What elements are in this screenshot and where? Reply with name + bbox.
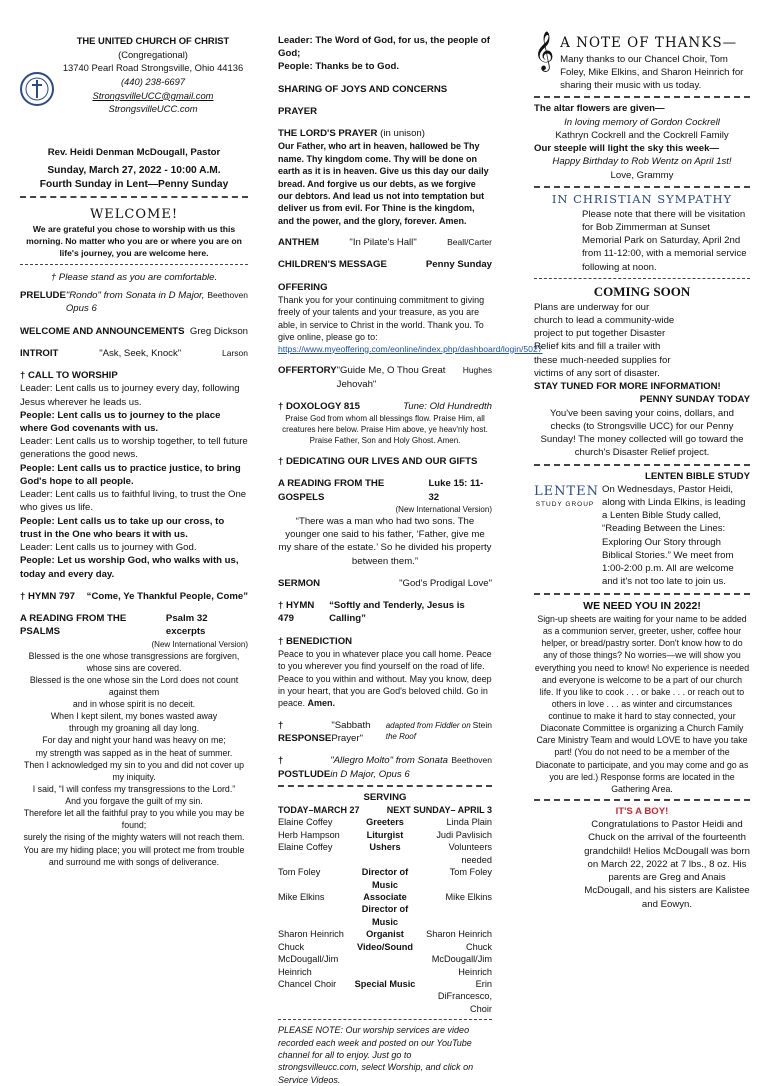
doxology-text: Praise God from whom all blessings flow. Praise Him, all creatures here below. Praise Him above, ye heav'nly host. Praise Father, Son and Holy Ghost. Amen. — [282, 414, 488, 446]
serving-cell: Mike Elkins — [278, 891, 325, 902]
ucc-seal-icon — [20, 34, 54, 144]
serving-table — [278, 816, 492, 1015]
serving-cell: Judi Pavlisich — [436, 829, 492, 840]
serving-cell: Tom Foley — [449, 867, 492, 878]
call-line: Leader: Lent calls us to journey with God. — [20, 542, 197, 554]
people-word: People: Thanks be to God. — [278, 61, 399, 73]
psalm-line: Therefore let all the faithful pray to you while you may be found; — [23, 808, 245, 831]
sermon-row: SERMON "God's Prodigal Love" — [278, 577, 492, 589]
serving-cell: Sharon Heinrich — [278, 929, 344, 940]
church-address: 13740 Pearl Road Strongsville, Ohio 44136 — [62, 62, 244, 74]
serving-cell: Director of Music — [361, 867, 409, 890]
benediction-text: Peace to you in whatever place you call home. Peace to you wherever you find yourself on the road of life. Peace to you within and without. May you know, deep in your heart, that you are God's beloved child. Go in peace. Amen. — [278, 648, 492, 709]
church-website[interactable]: StrongsvilleUCC.com — [108, 103, 198, 115]
serving-cell: Liturgist — [366, 829, 404, 840]
call-line: Leader: Lent calls us to journey every day, following Jesus wherever he leads us. — [20, 383, 240, 408]
lenten-text: On Wednesdays, Pastor Heidi, along with Linda Elkins, is leading a Lenten Bible Study called, “Reading Between the Lines: Exploring Our Story through Biblical Stories.” We meet from 1:00-2:00 p.m. All are welcome and it's not too late to join us. — [602, 483, 746, 588]
psalm-line: my strength was sapped as in the heat of summer. — [35, 747, 233, 758]
steeple-love: Love, Grammy — [610, 169, 674, 181]
psalm-line: and in whose spirit is no deceit. — [72, 699, 196, 710]
pastor-name: Rev. Heidi Denman McDougall, Pastor — [47, 147, 221, 158]
psalm-line: Blessed is the one whose transgressions are forgiven, — [28, 650, 240, 661]
welcome-text: We are grateful you chose to worship with us this morning. No matter who you are or where you are on life's journey, you are welcome here. — [26, 224, 242, 259]
church-email[interactable]: StrongsvilleUCC@gmail.com — [92, 89, 214, 101]
childrens-row: CHILDREN'S MESSAGE Penny Sunday — [278, 259, 492, 271]
offering-label: OFFERING — [278, 281, 328, 293]
need-title: WE NEED YOU IN 2022! — [583, 599, 701, 612]
penny-title: PENNY SUNDAY TODAY — [639, 394, 750, 406]
leader-word: Leader: The Word of God, for us, the people of God; — [278, 35, 490, 60]
lords-prayer-label: THE LORD'S PRAYER — [278, 128, 378, 140]
serving-cell: Chancel Choir — [278, 978, 337, 989]
penny-text: You've been saving your coins, dollars, and checks (to Strongsville UCC) for our Penny Sunday! The money collected will go toward the church's Disaster Relief project. — [540, 407, 744, 459]
boy-title: IT'S A BOY! — [615, 805, 669, 817]
psalm-line: You are my hiding place; you will protect me from trouble — [23, 844, 245, 855]
steeple-lead: Our steeple will light the sky this week— — [534, 143, 719, 155]
church-denomination: (Congregational) — [118, 48, 188, 60]
sympathy-title: IN CHRISTIAN SYMPATHY — [551, 191, 733, 206]
call-line: People: Lent calls us to take up our cross, to trust in the One who bears it with us. — [20, 515, 225, 540]
need-text: Sign-up sheets are waiting for your name to be added as a communion server, greeter, usher, coffee hour helper, or bread/pastry sorter. Don't know how to do any of those things? No worries—we will show you everything you need to know! No experience is needed and everyone is welcome to be a part of our church life. If you like to cook . . . or bake . . . or reach out to others in love . . . as winter and circumstances continue to make it hard to stay connected, your Diaconate Committee is organizing a Church Family Care Ministry Team and would LOVE to have you take part! (You do not need to be a member of the Diaconate to participate, and you may come and go as you are led.) Response forms are located in the Gathering Area. — [534, 614, 750, 794]
flowers-memory: In loving memory of Gordon Cockrell — [564, 116, 720, 128]
psalm-line: And you forgave the guilt of my sin. — [65, 796, 203, 807]
thanks-text: Many thanks to our Chancel Choir, Tom Foley, Mike Elkins, and Sharon Heinrich for sharing their music with us today. — [560, 53, 744, 92]
gospels-version: (New International Version) — [395, 504, 492, 514]
flowers-lead: The altar flowers are given— — [534, 103, 665, 115]
serving-cell: Sharon Heinrich — [426, 929, 492, 940]
doxology-row: † DOXOLOGY 815 Tune: Old Hundredth — [278, 400, 492, 412]
psalm-line: and surround me with songs of deliverance. — [48, 856, 220, 867]
stand-note: † Please stand as you are comfortable. — [50, 271, 218, 283]
gospels-row: A READING FROM THE GOSPELS Luke 15: 11-32 — [278, 478, 484, 503]
psalm-line: surely the rising of the mighty waters will not reach them. — [23, 832, 245, 843]
psalm-line: Then I acknowledged my sin to you and did not cover up my iniquity. — [23, 759, 245, 782]
prelude-row: PRELUDE "Rondo" from Sonata in D Major, Opus 6 Beethoven — [20, 290, 248, 315]
serving-heads: TODAY–MARCH 27 NEXT SUNDAY– APRIL 3 — [278, 805, 492, 816]
call-line: People: Let us worship God, who walks with us, today and every day. — [20, 555, 239, 580]
psalm-text — [20, 650, 248, 868]
call-line: Leader: Lent calls us to faithful living, to trust the One who gives us life. — [20, 489, 247, 514]
thanks-title: A NOTE OF THANKS— — [560, 35, 738, 51]
dedicating-label: † DEDICATING OUR LIVES AND OUR GIFTS — [278, 456, 478, 468]
lenten-logo: LENTEN STUDY GROUP — [534, 483, 600, 508]
call-line: Leader: Lent calls us to worship together, to tell future generations the good news. — [20, 436, 248, 461]
call-to-worship — [20, 382, 248, 581]
serving-cell: Erin DiFrancesco, Choir — [437, 978, 492, 1014]
column-two: Leader: The Word of God, for us, the people of God; People: Thanks be to God. SHARING OF JOYS AND CONCERNS PRAYER THE LORD'S PRAYER (in unison) Our Father, who art in heaven, hallowed be Thy name. Thy kingdom come. Thy will be done on earth as it is in heaven. Give us this day our daily bread. And forgive us our debts, as we forgive our debtors. And lead us not into temptation but deliver us from evil. For Thine is the kingdom, and the power, and the glory, forever. Amen. ANTHEM "In Pilate's Hall" Beall/Carter CHILDREN'S MESSAGE Penny Sunday OFFERING Thank you for your continuing commitment to giving freely of your talents and your treasure, as you are able, in service to Christ in the world. Thank you. To give online, please go to: https://www.myeoffering.com/eonline/index.php/dashboard/login/5027 OFFERTORY "Guide Me, O Thou Great Jehovah" Hughes † DOXOLOGY 815 Tune: Old Hundredth Praise God from whom all blessings flow. Praise Him, all creatures here below. Praise Him above, ye heav'nly host. Praise Father, Son and Holy Ghost. Amen. † DEDICATING OUR LIVES AND OUR GIFTS A READING FROM THE GOSPELS Luke 15: 11-32 (New International Version) “There was a man who had two sons. The younger one said to his father, ‘Father, give me my share of the estate.’ So he divided his property between them.” SERMON "God's Prodigal Love" † HYMN 479 “Softly and Tenderly, Jesus is Calling” † BENEDICTION Peace to you in whatever place you call home. Peace to you wherever you find yourself on the road of life. Peace to you within and without. May you know, deep in your heart, that you are God's beloved child. Go in peace. Amen. † RESPONSE "Sabbath Prayer" adapted from Fiddler on the Roof Stein † POSTLUDE "Allegro Molto" from Sonata in D Major, Opus 6 Beethoven SERVING TODAY–MARCH 27 NEXT SUNDAY– APRIL 3 Elaine Coffey Greeters Linda Plain Herb Hampson Liturgist Judi Pavlisich Elaine Coffey Ushers Volunteers needed Tom Foley Director of Music Tom Foley Mike Elkins Associate Director of Music Mike Elkins Sharon Heinrich Organist Sharon Heinrich Chuck McDougall/Jim Heinrich Video/Sound Chuck McDougall/Jim Heinrich Chancel Choir Special Music Erin DiFrancesco, Choir PLEASE NOTE: Our worship services are video recorded each week and posted on our YouTube channel for all to enjoy. Just go to strongsvilleucc.com, select Worship, and click on Service Videos. — [278, 35, 543, 1085]
gospels-text: “There was a man who had two sons. The younger one said to his father, ‘Father, give me my share of the estate.’ So he divided his property between them.” — [278, 515, 492, 567]
serving-cell: Greeters — [366, 817, 404, 828]
offering-text: Thank you for your continuing commitment to giving freely of your talents and your treasure, as you are able, in service to Christ in the world. Thank you. To give online, please go to: — [278, 294, 485, 343]
sympathy-text: Please note that there will be visitation for Bob Zimmerman at Sunset Memorial Park on Saturday, April 2nd from 11-12:00, with a memorial service following at noon. — [582, 208, 747, 273]
psalms-version: (New International Version) — [151, 639, 248, 649]
prayer-label: PRAYER — [278, 105, 318, 117]
coming-text: Plans are underway for our church to lead a community-wide project to put together Disaster Relief kits and fill a trailer with these much-needed supplies for victims of any sort of disaster. — [534, 301, 675, 379]
coming-stay: STAY TUNED FOR MORE INFORMATION! — [534, 381, 721, 393]
steeple-birthday: Happy Birthday to Rob Wentz on April 1st! — [552, 156, 732, 168]
serving-cell: Chuck McDougall/Jim Heinrich — [278, 941, 339, 977]
announcements-row: WELCOME AND ANNOUNCEMENTS Greg Dickson — [20, 325, 248, 337]
church-name: THE UNITED CHURCH OF CHRIST — [76, 35, 230, 46]
serving-cell: Elaine Coffey — [278, 842, 333, 853]
serving-cell: Ushers — [369, 842, 401, 853]
anthem-row: ANTHEM "In Pilate's Hall" Beall/Carter — [278, 237, 492, 249]
offering-link[interactable]: https://www.myeoffering.com/eonline/index.php/dashboard/login/5027 — [278, 343, 543, 354]
serving-cell: Elaine Coffey — [278, 817, 333, 828]
psalm-line: When I kept silent, my bones wasted away — [50, 711, 218, 722]
serving-cell: Mike Elkins — [445, 891, 492, 902]
column-one — [20, 34, 248, 868]
serving-cell: Volunteers needed — [448, 842, 492, 865]
psalm-line: For day and night your hand was heavy on me; — [42, 735, 226, 746]
serving-cell: Chuck McDougall/Jim Heinrich — [431, 941, 492, 977]
serving-title: SERVING — [363, 791, 407, 803]
boy-text: Congratulations to Pastor Heidi and Chuck on the arrival of the fourteenth grandchild! Helios McDougall was born on March 22, 2022 at 7 lbs., 8 oz. His parents are Greg and Anais McDougall, and his sisters are Kalistee and Eowyn. — [584, 819, 750, 910]
coming-title: COMING SOON — [593, 283, 691, 299]
psalm-line: through my groaning all day long. — [68, 723, 200, 734]
psalm-line: Blessed is the one whose sin the Lord does not count against them — [29, 674, 239, 697]
call-line: People: Lent calls us to journey to the place where God covenants with us. — [20, 409, 221, 435]
sharing-label: SHARING OF JOYS AND CONCERNS — [278, 83, 448, 95]
call-line: People: Lent calls us to practice justice, to bring God's hope to all people. — [20, 462, 241, 487]
serving-cell: Herb Hampson — [278, 829, 340, 840]
hymn479-row: † HYMN 479 “Softly and Tenderly, Jesus is Calling” — [278, 600, 465, 625]
lords-prayer-text: Our Father, who art in heaven, hallowed be Thy name. Thy kingdom come. Thy will be done on earth as it is in heaven. Give us this day our daily bread. And forgive us our debts, as we forgive our debtors. And lead us not into temptation but deliver us from evil. For Thine is the kingdom, and the power, and the glory, forever. Amen. — [278, 141, 489, 226]
serving-cell: Video/Sound — [357, 941, 413, 952]
postlude-row: † POSTLUDE "Allegro Molto" from Sonata in D Major, Opus 6 Beethoven — [278, 755, 492, 780]
serving-cell: Tom Foley — [278, 867, 321, 878]
serving-cell: Associate Director of Music — [361, 891, 409, 927]
church-phone: (440) 238-6697 — [120, 75, 186, 87]
serving-cell: Organist — [366, 929, 404, 940]
introit-row: INTROIT "Ask, Seek, Knock" Larson — [20, 347, 248, 359]
response-row: † RESPONSE "Sabbath Prayer" adapted from Fiddler on the Roof Stein — [278, 719, 492, 745]
psalm-line: whose sins are covered. — [86, 662, 182, 673]
benediction-label: † BENEDICTION — [278, 635, 353, 647]
call-label: † CALL TO WORSHIP — [20, 370, 118, 382]
offertory-row: OFFERTORY "Guide Me, O Thou Great Jehovah" Hughes — [278, 365, 492, 390]
serving-cell: Special Music — [354, 978, 416, 989]
psalms-row: A READING FROM THE PSALMS Psalm 32 excerpts — [20, 613, 208, 638]
please-note: PLEASE NOTE: Our worship services are video recorded each week and posted on our YouTube channel for all to enjoy. Just go to strongsvilleucc.com, select Worship, and click on Service Videos. — [278, 1025, 474, 1085]
sunday-name: Fourth Sunday in Lent—Penny Sunday — [39, 179, 229, 191]
music-clef-icon: 𝄞 — [534, 31, 555, 71]
service-date: Sunday, March 27, 2022 - 10:00 A.M. — [47, 165, 221, 177]
hymn797-row: † HYMN 797 “Come, Ye Thankful People, Come” — [20, 590, 248, 602]
column-three — [534, 31, 750, 911]
psalm-line: I said, “I will confess my transgressions to the Lord.” — [32, 783, 236, 794]
flowers-by: Kathryn Cockrell and the Cockrell Family — [555, 129, 729, 141]
welcome-title: WELCOME! — [89, 207, 179, 223]
lenten-title: LENTEN BIBLE STUDY — [644, 470, 750, 482]
serving-cell: Linda Plain — [446, 817, 492, 828]
